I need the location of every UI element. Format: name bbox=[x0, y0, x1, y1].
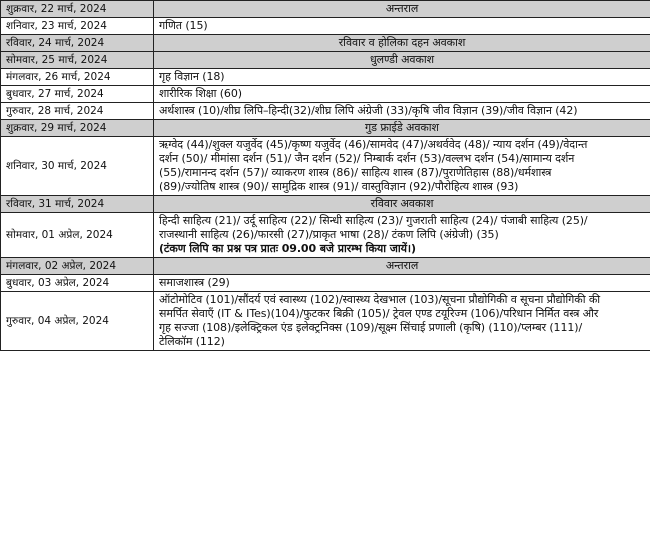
subject-line: धुलण्डी अवकाश bbox=[369, 53, 435, 66]
schedule-row bbox=[1, 196, 650, 213]
holiday-cell bbox=[154, 196, 650, 213]
schedule-row bbox=[1, 18, 650, 35]
subjects-cell bbox=[154, 86, 650, 103]
subject-line: दर्शन (50)/ मीमांसा दर्शन (51)/ जैन दर्शन (52)/ निम्बार्क दर्शन (53)/वल्लभ दर्शन (54)/सामान्य दर्शन bbox=[159, 152, 575, 165]
schedule-row bbox=[1, 103, 650, 120]
subject-line: समर्पित सेवाएँ (IT & ITes)(104)/फुटकर बिक्री (105)/ ट्रेवल एण्ड टयूरिज्म (106)/परिधान निर्मित वस्त्र और bbox=[159, 307, 599, 320]
schedule-row bbox=[1, 213, 650, 258]
date-cell: बुधवार, 27 मार्च, 2024 bbox=[1, 86, 154, 103]
date-cell: सोमवार, 25 मार्च, 2024 bbox=[1, 52, 154, 69]
subjects-cell bbox=[154, 275, 650, 292]
subject-line: टेलिकॉम (112) bbox=[159, 335, 225, 348]
schedule-row bbox=[1, 1, 650, 18]
date-cell: मंगलवार, 26 मार्च, 2024 bbox=[1, 69, 154, 86]
date-cell: गुरुवार, 28 मार्च, 2024 bbox=[1, 103, 154, 120]
schedule-row bbox=[1, 292, 650, 351]
subject-line: समाजशास्त्र (29) bbox=[159, 276, 230, 289]
subject-line: हिन्दी साहित्य (21)/ उर्दू साहित्य (22)/ सिन्धी साहित्य (23)/ गुजराती साहित्य (24)/ पंजाबी साहित्य (25)/ bbox=[159, 214, 588, 227]
schedule-row bbox=[1, 69, 650, 86]
date-cell: सोमवार, 01 अप्रेल, 2024 bbox=[1, 213, 154, 258]
holiday-cell bbox=[154, 1, 650, 18]
date-cell: रविवार, 24 मार्च, 2024 bbox=[1, 35, 154, 52]
schedule-row bbox=[1, 86, 650, 103]
holiday-cell bbox=[154, 35, 650, 52]
schedule-row bbox=[1, 52, 650, 69]
subject-line: राजस्थानी साहित्य (26)/फारसी (27)/प्राकृत भाषा (28)/ टंकण लिपि (अंग्रेजी) (35) bbox=[159, 228, 499, 241]
schedule-body bbox=[1, 1, 650, 351]
subject-line: (89)/ज्योतिष शास्त्र (90)/ सामुद्रिक शास्त्र (91)/ वास्तुविज्ञान (92)/पौरोहित्य शास्त्र (93) bbox=[159, 180, 519, 193]
subject-line: गणित (15) bbox=[159, 19, 208, 32]
exam-note: (टंकण लिपि का प्रश्न पत्र प्रातः 09.00 बजे प्रारम्भ किया जायें।) bbox=[159, 242, 416, 255]
date-cell: मंगलवार, 02 अप्रेल, 2024 bbox=[1, 258, 154, 275]
subject-line: ऋग्वेद (44)/शुक्ल यजुर्वेद (45)/कृष्ण यजुर्वेद (46)/सामवेद (47)/अथर्ववेद (48)/ न्याय दर्शन (49)/वेदान्त bbox=[159, 138, 588, 151]
schedule-row bbox=[1, 35, 650, 52]
subject-line: अन्तराल bbox=[385, 2, 419, 15]
holiday-cell bbox=[154, 120, 650, 137]
subject-line: शारीरिक शिक्षा (60) bbox=[159, 87, 242, 100]
subject-line: रविवार व होलिका दहन अवकाश bbox=[338, 36, 466, 49]
subject-line: गृह सज्जा (108)/इलेक्ट्रिकल एंड इलेक्ट्रनिक्स (109)/सूक्ष्म सिंचाई प्रणाली (कृषि) (110)/प्लम्बर (111)/ bbox=[159, 321, 583, 334]
date-cell: शुक्रवार, 29 मार्च, 2024 bbox=[1, 120, 154, 137]
subjects-cell bbox=[154, 69, 650, 86]
schedule-row bbox=[1, 137, 650, 196]
subjects-cell bbox=[154, 213, 650, 258]
date-cell: गुरुवार, 04 अप्रेल, 2024 bbox=[1, 292, 154, 351]
schedule-row bbox=[1, 275, 650, 292]
schedule-row bbox=[1, 258, 650, 275]
subjects-cell bbox=[154, 18, 650, 35]
date-cell: शनिवार, 23 मार्च, 2024 bbox=[1, 18, 154, 35]
subjects-cell bbox=[154, 137, 650, 196]
subject-line: अन्तराल bbox=[385, 259, 419, 272]
subject-line: ऑटोमोटिव (101)/सौंदर्य एवं स्वास्थ्य (102)/स्वास्थ्य देखभाल (103)/सूचना प्रौद्योगिकी व सूचना प्रौद्योगिकी की bbox=[159, 293, 601, 306]
date-cell: बुधवार, 03 अप्रेल, 2024 bbox=[1, 275, 154, 292]
subject-line: गृह विज्ञान (18) bbox=[159, 70, 225, 83]
subject-line: अर्थशास्त्र (10)/शीघ्र लिपि–हिन्दी(32)/शीघ्र लिपि अंग्रेजी (33)/कृषि जीव विज्ञान (39)/जीव विज्ञान (42) bbox=[159, 104, 578, 117]
subjects-cell bbox=[154, 292, 650, 351]
schedule-row bbox=[1, 120, 650, 137]
subjects-cell bbox=[154, 103, 650, 120]
holiday-cell bbox=[154, 52, 650, 69]
subject-line: रविवार अवकाश bbox=[370, 197, 434, 210]
subject-line: गुड फ्राईडे अवकाश bbox=[365, 121, 439, 134]
subject-line: (55)/रामानन्द दर्शन (57)/ व्याकरण शास्त्र (86)/ साहित्य शास्त्र (87)/पुराणेतिहास (88)/धर्मशास्त्र bbox=[159, 166, 552, 179]
date-cell: शनिवार, 30 मार्च, 2024 bbox=[1, 137, 154, 196]
date-cell: शुक्रवार, 22 मार्च, 2024 bbox=[1, 1, 154, 18]
holiday-cell bbox=[154, 258, 650, 275]
date-cell: रविवार, 31 मार्च, 2024 bbox=[1, 196, 154, 213]
